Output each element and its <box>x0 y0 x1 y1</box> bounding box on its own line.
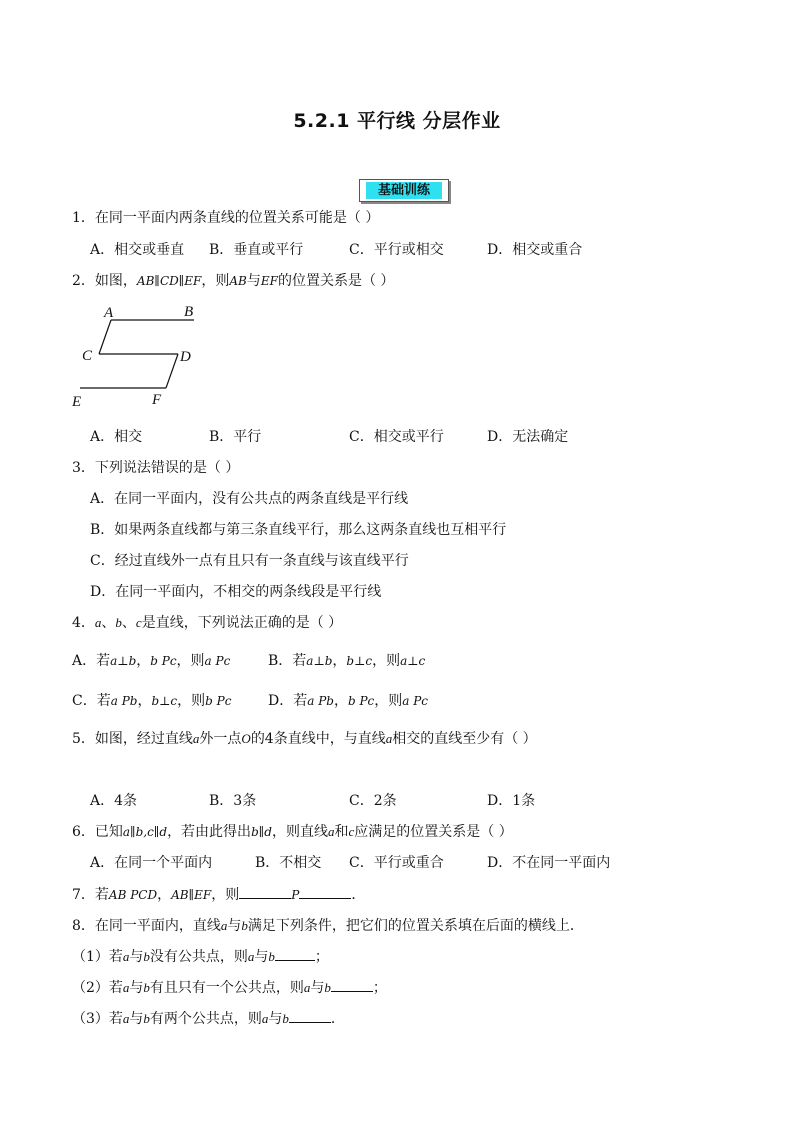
q8-1-blank[interactable] <box>275 948 315 961</box>
q7-math-1: AB PCD <box>108 888 158 902</box>
q4c-math-1: a Pb <box>110 694 138 708</box>
section-badge <box>359 179 449 202</box>
q4-var-c: c <box>135 615 142 630</box>
q4-option-d <box>268 690 428 710</box>
q6-suffix: 应满足的位置关系是（ ） <box>354 824 513 840</box>
q2-figure <box>66 300 206 410</box>
q5-option-d: D．1条 <box>487 793 536 809</box>
q4b-then: ，则 <box>372 653 401 669</box>
q2-label-e: E <box>72 394 82 410</box>
q5-var-o: O <box>241 731 251 746</box>
q4b-prefix: B．若 <box>268 653 307 669</box>
question-3-stem: 3．下列说法错误的是（ ） <box>72 460 240 476</box>
q2-label-a: A <box>104 305 114 321</box>
q6-option-b: B．不相交 <box>255 855 322 871</box>
q2-label-b: B <box>184 304 194 320</box>
q4d-math-2: b Pc <box>347 694 375 708</box>
q8-1-prefix: （1）若 <box>72 949 123 965</box>
q4a-prefix: A．若 <box>72 653 111 669</box>
q2-math-ab: AB <box>229 274 247 288</box>
page-title: 5.2.1 平行线 分层作业 <box>293 110 501 132</box>
question-7-stem <box>72 884 365 904</box>
q5-suffix: 相交的直线至少有（ ） <box>392 731 537 747</box>
q1-option-b: B．垂直或平行 <box>209 242 304 258</box>
q8-3-blank[interactable] <box>289 1010 331 1023</box>
q4-sep1: 、 <box>101 615 116 631</box>
q8-2-end: ； <box>372 980 387 996</box>
q5-mid2: 的4条直线中，与直线 <box>250 731 386 747</box>
q3-option-a: A．在同一平面内，没有公共点的两条直线是平行线 <box>90 491 409 507</box>
q8-3-with2: 与 <box>268 1011 283 1027</box>
q4a-math-1: a⊥b <box>110 654 137 668</box>
q4-option-c <box>72 690 231 710</box>
q7-sep: ， <box>157 887 172 903</box>
q1-option-a: A．相交或垂直 <box>90 242 185 258</box>
q5-option-b: B．3条 <box>209 793 257 809</box>
q8-3-var-b: b <box>143 1011 150 1026</box>
question-1-stem: 1．在同一平面内两条直线的位置关系可能是（ ） <box>72 210 380 226</box>
q2-stem-prefix: 2．如图， <box>72 273 137 289</box>
q7-mid: ，则 <box>211 887 240 903</box>
q4b-math-3: a⊥c <box>400 654 426 668</box>
q4-option-b <box>268 650 425 670</box>
q4-num: 4． <box>72 615 95 631</box>
q6-option-a: A．在同一个平面内 <box>90 855 213 871</box>
q8-2-with2: 与 <box>310 980 325 996</box>
q3-option-b: B．如果两条直线都与第三条直线平行，那么这两条直线也互相平行 <box>90 522 507 538</box>
q8-item-3 <box>72 1008 345 1028</box>
q8-stem-rest: 满足下列条件，把它们的位置关系填在后面的横线上． <box>247 918 584 934</box>
q4d-math-3: a Pc <box>402 694 429 708</box>
q4a-sep: ， <box>136 653 151 669</box>
q8-1-var-a2: a <box>247 949 255 964</box>
q7-math-2: AB∥EF <box>171 888 212 902</box>
q6-prefix: 6．已知 <box>72 824 123 840</box>
question-6-stem <box>72 821 513 841</box>
q4c-then: ，则 <box>177 693 206 709</box>
q2-stem-suffix: 的位置关系是（ ） <box>277 273 395 289</box>
q8-2-mid: 有且只有一个公共点，则 <box>149 980 304 996</box>
q2-option-a: A．相交 <box>90 429 143 445</box>
q4a-then: ，则 <box>176 653 205 669</box>
q5-option-c: C．2条 <box>349 793 397 809</box>
q6-var-c: c <box>348 824 355 839</box>
q8-1-end: ； <box>314 949 329 965</box>
question-8-stem <box>72 915 584 935</box>
q8-2-var-a2: a <box>303 980 311 995</box>
q4d-sep: ， <box>333 693 348 709</box>
q7-end: ． <box>351 887 366 903</box>
q2-math-ef: EF <box>260 274 278 288</box>
q6-math-1: a∥b,c∥d <box>122 825 168 839</box>
q4-var-b: b <box>115 615 122 630</box>
q2-option-b: B．平行 <box>209 429 262 445</box>
q2-option-c: C．相交或平行 <box>349 429 444 445</box>
q3-option-c: C．经过直线外一点有且只有一条直线与该直线平行 <box>90 553 409 569</box>
q8-3-var-a: a <box>122 1011 130 1026</box>
q8-var-a: a <box>220 918 228 933</box>
q2-label-c: C <box>82 348 93 364</box>
q8-1-var-b: b <box>143 949 150 964</box>
q2-stem-with: 与 <box>246 273 261 289</box>
q4b-math-2: b⊥c <box>346 654 373 668</box>
q4c-prefix: C．若 <box>72 693 111 709</box>
q8-3-var-b2: b <box>282 1011 289 1026</box>
q4a-math-2: b Pc <box>150 654 177 668</box>
q6-option-d: D．不在同一平面内 <box>487 855 611 871</box>
q6-option-c: C．平行或重合 <box>349 855 444 871</box>
q8-with: 与 <box>227 918 242 934</box>
q6-var-a: a <box>327 824 335 839</box>
q8-2-with: 与 <box>129 980 144 996</box>
q4b-sep: ， <box>332 653 347 669</box>
q8-3-end: ． <box>330 1011 345 1027</box>
q8-1-var-b2: b <box>268 949 275 964</box>
q8-3-mid: 有两个公共点，则 <box>149 1011 262 1027</box>
q4d-prefix: D．若 <box>268 693 308 709</box>
q2-stem-mid: ，则 <box>201 273 230 289</box>
q5-prefix: 5．如图，经过直线 <box>72 731 193 747</box>
question-4-stem <box>72 612 342 632</box>
q8-2-prefix: （2）若 <box>72 980 123 996</box>
q8-3-prefix: （3）若 <box>72 1011 123 1027</box>
q4c-math-3: b Pc <box>205 694 232 708</box>
section-label: 基础训练 <box>366 182 442 199</box>
q2-option-d: D．无法确定 <box>487 429 569 445</box>
q7-prefix: 7．若 <box>72 887 109 903</box>
q7-blank-1[interactable] <box>239 886 291 899</box>
q4d-then: ，则 <box>374 693 403 709</box>
question-5-stem <box>72 728 537 748</box>
q8-var-b: b <box>241 918 248 933</box>
q5-mid1: 外一点 <box>199 731 242 747</box>
q7-blank-2[interactable] <box>299 886 351 899</box>
q8-1-with2: 与 <box>254 949 269 965</box>
q4c-sep: ， <box>137 693 152 709</box>
q8-2-blank[interactable] <box>331 979 373 992</box>
q4-stem-rest: 是直线，下列说法正确的是（ ） <box>141 615 343 631</box>
q2-label-d: D <box>180 349 191 365</box>
q8-2-var-a: a <box>122 980 130 995</box>
q4a-math-3: a Pc <box>204 654 231 668</box>
q8-1-mid: 没有公共点，则 <box>149 949 248 965</box>
q5-var-a2: a <box>385 731 393 746</box>
q8-1-with: 与 <box>129 949 144 965</box>
q1-option-c: C．平行或相交 <box>349 242 444 258</box>
q1-option-d: D．相交或重合 <box>487 242 583 258</box>
q4c-math-2: b⊥c <box>151 694 178 708</box>
q8-1-var-a: a <box>122 949 130 964</box>
q8-item-1 <box>72 946 329 966</box>
q2-label-f: F <box>152 392 162 408</box>
question-2-stem <box>72 270 394 290</box>
q4-var-a: a <box>94 615 102 630</box>
q5-var-a: a <box>192 731 200 746</box>
q8-3-with: 与 <box>129 1011 144 1027</box>
q8-2-var-b: b <box>143 980 150 995</box>
q6-mid1: ，若由此得出 <box>167 824 252 840</box>
q6-math-2: b∥d <box>251 825 272 839</box>
q4-sep2: 、 <box>121 615 136 631</box>
q3-option-d: D．在同一平面内，不相交的两条线段是平行线 <box>90 584 382 600</box>
q7-math-p: P <box>291 888 300 902</box>
q5-option-a: A．4条 <box>90 793 138 809</box>
q4d-math-1: a Pb <box>307 694 334 708</box>
q4-option-a <box>72 650 230 670</box>
q8-2-var-b2: b <box>324 980 331 995</box>
q4b-math-1: a⊥b <box>306 654 333 668</box>
q8-item-2 <box>72 977 387 997</box>
q2-math-parallel: AB∥CD∥EF <box>136 274 202 288</box>
q8-prefix: 8．在同一平面内，直线 <box>72 918 221 934</box>
q6-mid2: ，则直线 <box>271 824 328 840</box>
q6-and: 和 <box>334 824 349 840</box>
q8-3-var-a2: a <box>261 1011 269 1026</box>
